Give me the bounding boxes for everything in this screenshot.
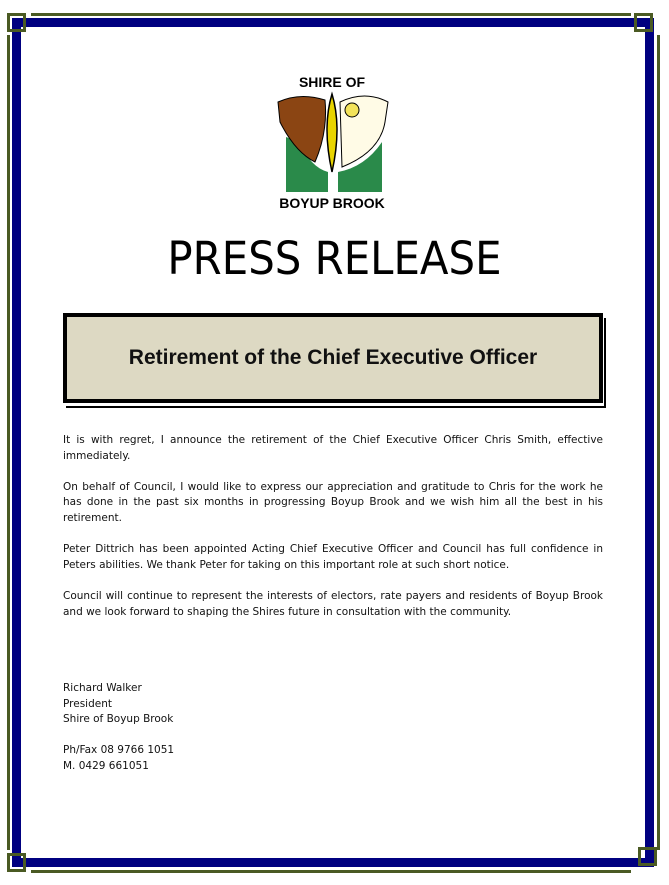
phone-fax: Ph/Fax 08 9766 1051 — [63, 744, 175, 757]
mobile: M. 0429 661051 — [63, 759, 149, 772]
release-title: Retirement of the Chief Executive Officer — [128, 346, 538, 369]
paragraph: Peter Dittrich has been appointed Acting Chief Executive Officer and Council has full confidence in Peters abilities. We thank Peter for taking on this important role at such short notice. — [63, 543, 603, 571]
signatory-org: Shire of Boyup Brook — [63, 713, 174, 726]
corner-ornament-tl-v — [7, 35, 10, 850]
paragraph: Council will continue to represent the interests of electors, rate payers and residents of Boyup Brook and we look forward to shaping the Shires future in consultation with the community. — [63, 589, 603, 618]
corner-ornament-tl-h — [31, 13, 631, 16]
logo-top-text: SHIRE OF — [298, 74, 366, 90]
shire-logo — [270, 72, 395, 212]
release-body — [63, 433, 603, 636]
paragraph: On behalf of Council, I would like to express our appreciation and gratitude to Chris for the work he has done in the past six months in progressing Boyup Brook and we wish him all the best in his retirement. — [63, 480, 603, 524]
paragraph: It is with regret, I announce the retirement of the Chief Executive Officer Chris Smith, effective immediately. — [63, 434, 603, 462]
corner-ornament-br — [638, 847, 657, 866]
corner-ornament-tr-v — [657, 35, 660, 850]
corner-ornament-bl-h — [31, 870, 631, 873]
corner-ornament-tl — [7, 13, 26, 32]
signatory-role: President — [63, 697, 112, 710]
title-box — [63, 313, 603, 403]
press-release-heading: PRESS RELEASE — [167, 232, 502, 285]
signature-block — [63, 681, 174, 775]
corner-ornament-bl — [7, 853, 26, 872]
signatory-name: Richard Walker — [63, 682, 142, 694]
corner-ornament-tr — [634, 13, 653, 32]
logo-bottom-text: BOYUP BROOK — [279, 195, 385, 211]
